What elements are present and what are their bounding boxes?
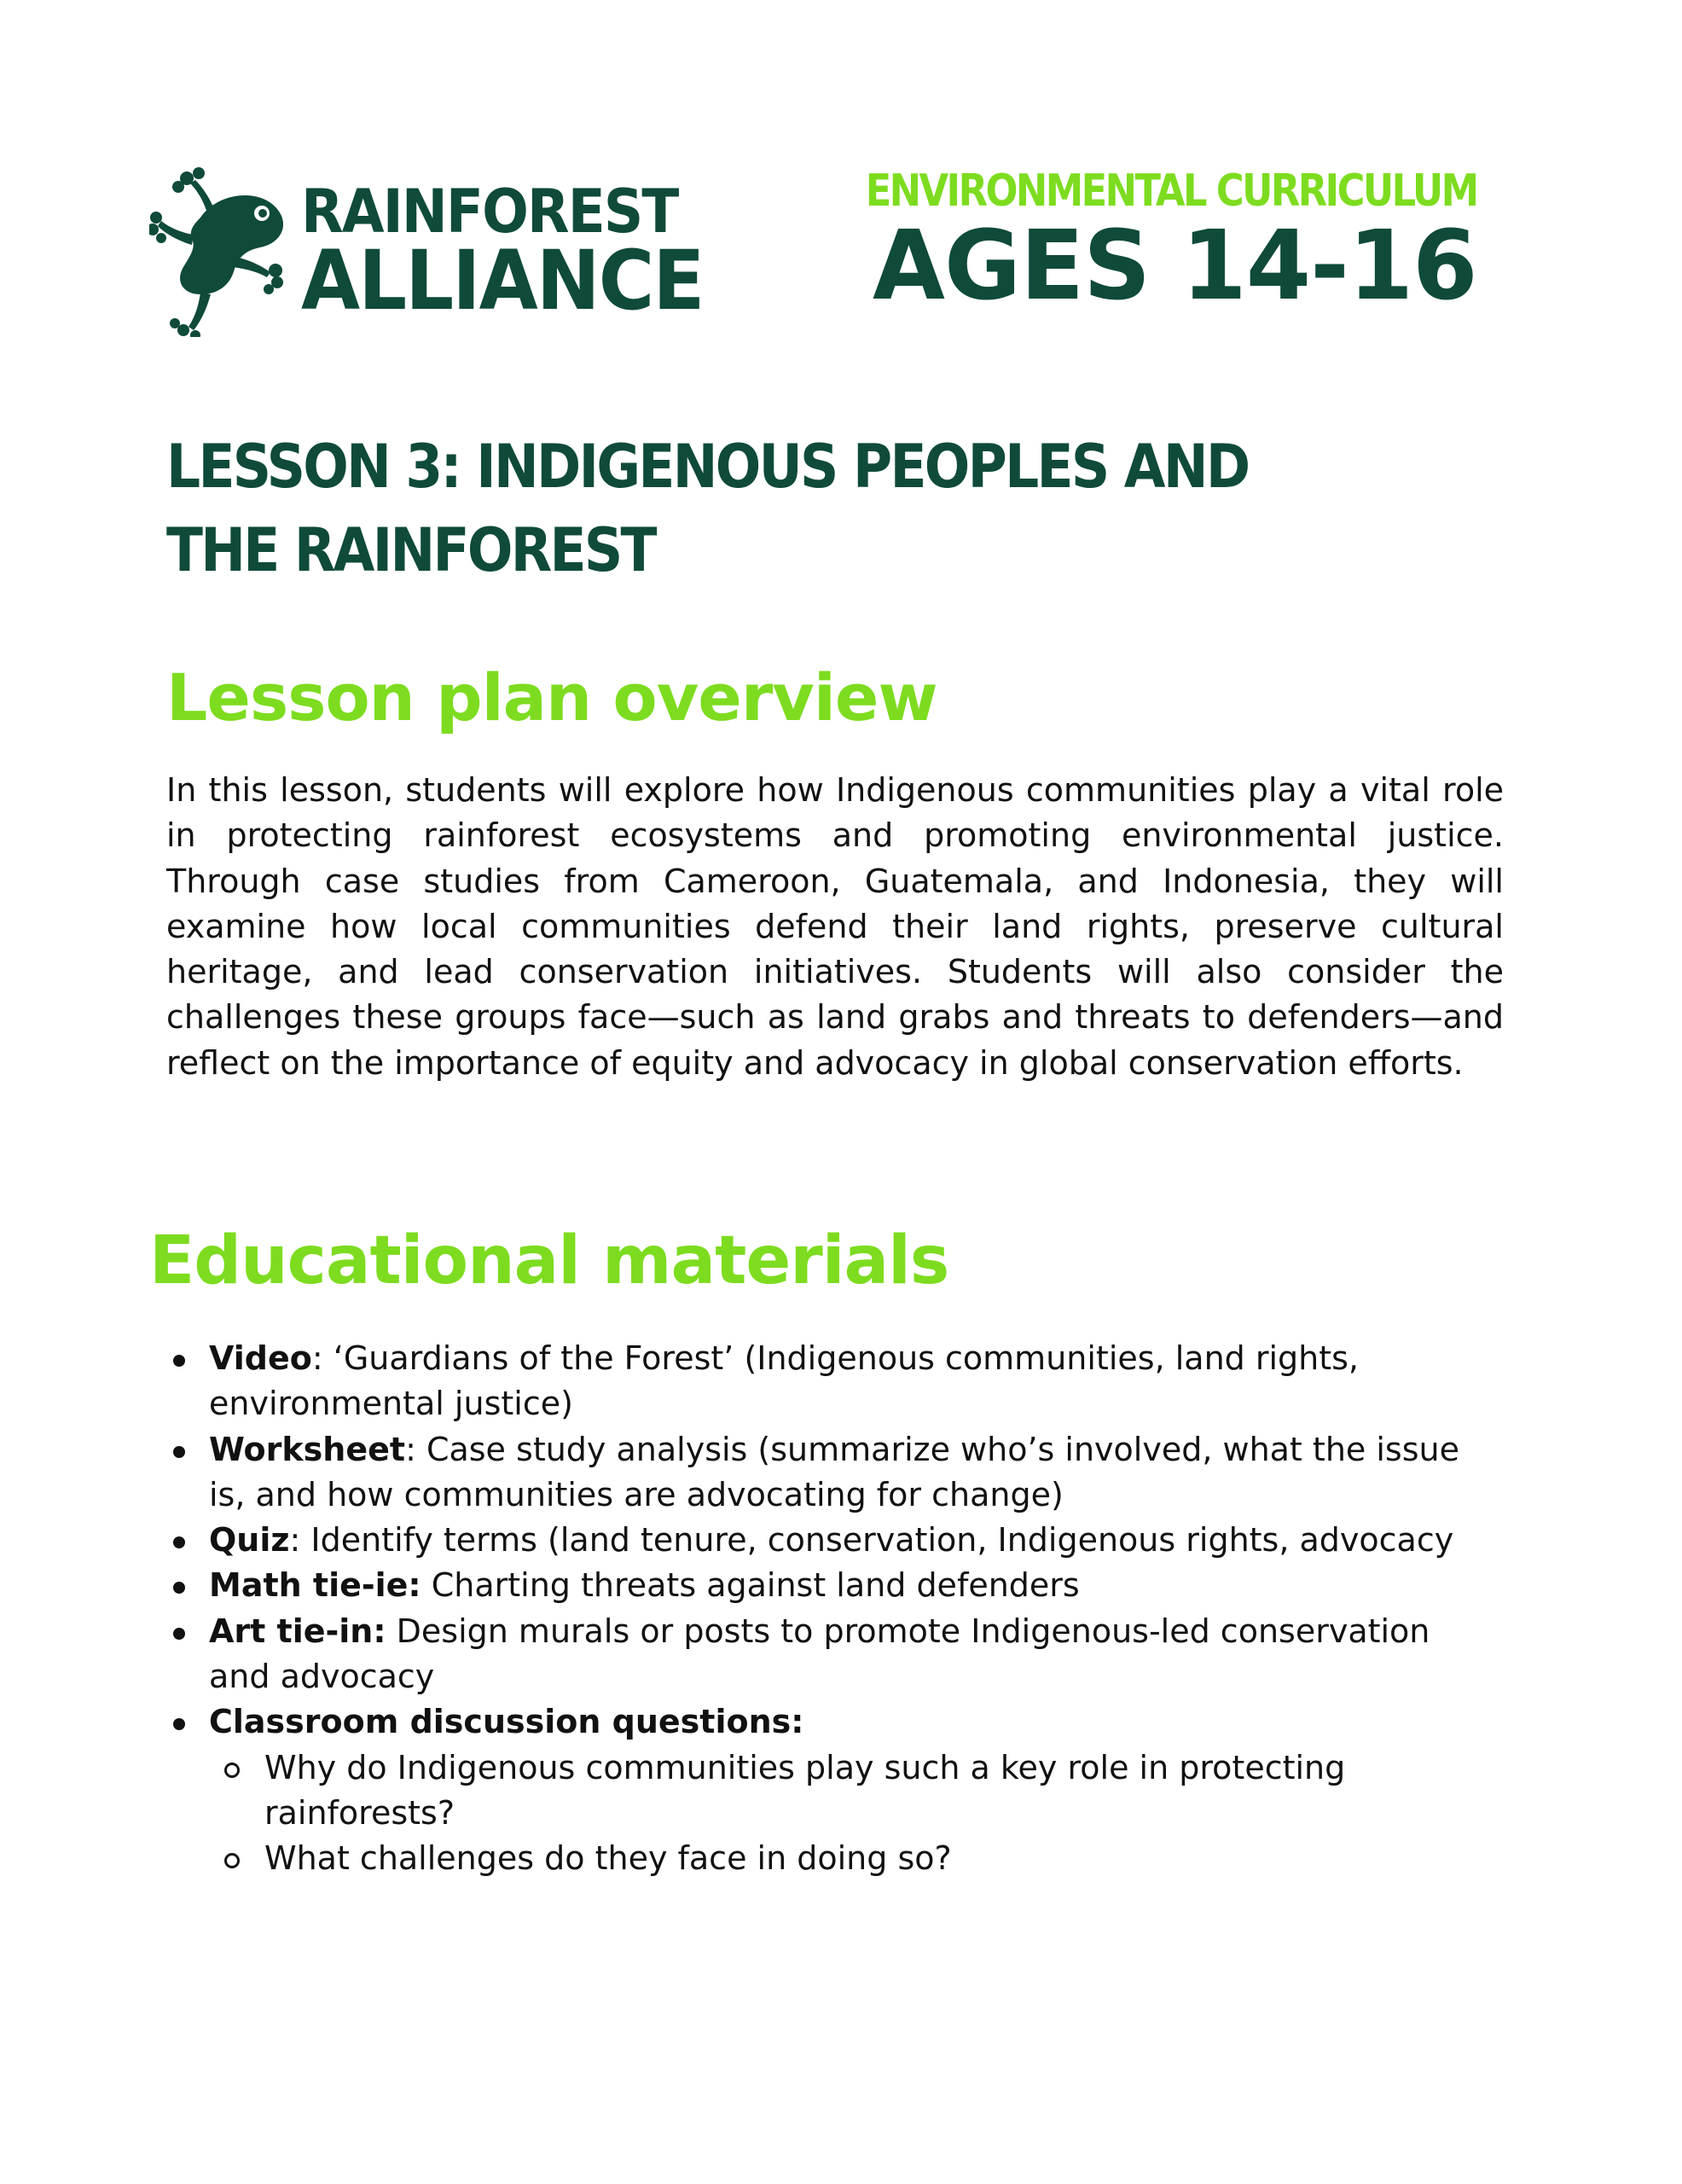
overview-paragraph: In this lesson, students will explore how Indigenous communities play a vital role in protecting rainforest ecosystems and promoting environmental justice. Through case studies from Cameroon, Guatemala, and Indonesia, they will examine how local communities defend their land rights, preserve cultural heritage, and lead conservation initiatives. Students will also consider the challenges these groups face—such as land grabs and threats to defenders—and reflect on the importance of equity and advocacy in global conservation efforts. <box>166 771 1504 1082</box>
list-item-art <box>166 1609 1488 1700</box>
discussion-question <box>209 1836 1416 1881</box>
question-text: Why do Indigenous communities play such a key role in protecting rainforests? <box>264 1748 1346 1832</box>
bullet-icon <box>173 1582 185 1594</box>
discussion-questions <box>209 1745 1488 1882</box>
list-item-discussion <box>166 1699 1488 1881</box>
bullet-icon <box>173 1718 185 1730</box>
bullet-icon <box>173 1536 185 1548</box>
item-text: Design murals or posts to promote Indigenous-led conservation and advocacy <box>209 1612 1430 1696</box>
question-text: What challenges do they face in doing so? <box>264 1839 952 1878</box>
list-item-worksheet <box>166 1427 1488 1519</box>
item-label: Worksheet <box>209 1430 406 1468</box>
logo-line-1: RAINFOREST <box>301 177 678 247</box>
discussion-question <box>209 1745 1416 1837</box>
age-range: AGES 14-16 <box>873 211 1477 322</box>
bullet-icon <box>173 1628 185 1640</box>
hollow-bullet-icon <box>224 1853 240 1868</box>
materials-list <box>166 1336 1497 1882</box>
lesson-title: LESSON 3: INDIGENOUS PEOPLES AND THE RAINFOREST <box>166 432 1249 585</box>
item-label: Video <box>209 1339 312 1377</box>
logo-wordmark <box>301 177 734 328</box>
item-label: Math tie-ie: <box>209 1566 421 1605</box>
item-label: Classroom discussion questions: <box>209 1703 804 1741</box>
bullet-icon <box>173 1355 185 1367</box>
item-text: Charting threats against land defenders <box>420 1566 1080 1605</box>
list-item-quiz <box>166 1518 1488 1563</box>
item-label: Art tie-in: <box>209 1612 386 1650</box>
hollow-bullet-icon <box>224 1763 240 1778</box>
item-text: : Case study analysis (summarize who’s involved, what the issue is, and how communities are advocating for change) <box>209 1430 1459 1513</box>
frog-icon <box>149 166 303 337</box>
item-text: : Identify terms (land tenure, conservation, Indigenous rights, advocacy <box>289 1521 1454 1560</box>
curriculum-label: ENVIRONMENTAL CURRICULUM <box>866 166 1477 217</box>
curriculum-header <box>766 166 1477 322</box>
item-label: Quiz <box>209 1521 290 1560</box>
list-item-video <box>166 1336 1488 1427</box>
list-item-math <box>166 1563 1488 1608</box>
rainforest-alliance-logo <box>149 166 704 337</box>
item-text: : ‘Guardians of the Forest’ (Indigenous communities, land rights, environmental justice) <box>209 1339 1360 1423</box>
logo-line-2: ALLIANCE <box>301 233 704 328</box>
bullet-icon <box>173 1446 185 1458</box>
overview-heading: Lesson plan overview <box>166 659 937 735</box>
materials-heading: Educational materials <box>149 1223 949 1299</box>
